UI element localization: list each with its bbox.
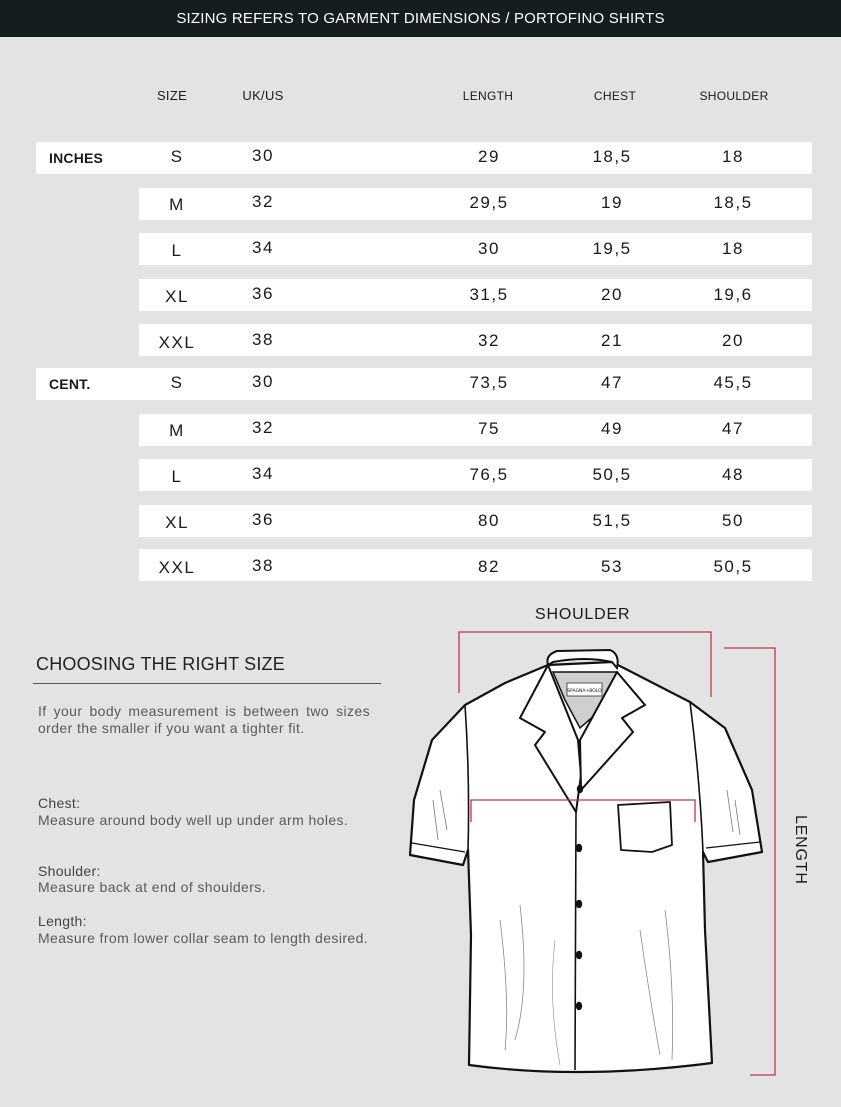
guide-intro: If your body measurement is between two sizes order the smaller if you want a tighter fit. [38,703,370,736]
column-header-length: LENGTH [462,89,514,103]
cell-size: XXL [158,333,196,352]
cell-size: XXL [158,558,196,577]
cell-length: 73,5 [469,373,509,392]
chest-instructions: Measure around body well up under arm holes. [38,812,349,828]
cell-length: 80 [478,511,500,530]
cell-ukus: 32 [252,418,274,437]
cell-size: M [169,421,185,440]
cell-length: 31,5 [469,285,509,304]
length-label: Length: [38,913,87,929]
cell-chest: 47 [601,373,623,392]
cell-chest: 20 [601,285,623,304]
cell-chest: 18,5 [592,147,632,166]
cell-length: 76,5 [469,465,509,484]
cell-size: L [171,241,183,260]
column-header-shoulder: SHOULDER [699,89,769,103]
cell-ukus: 30 [252,372,274,391]
cell-size: XL [165,513,189,532]
cell-chest: 49 [601,419,623,438]
cell-shoulder: 50 [722,511,744,530]
cell-ukus: 38 [252,556,274,575]
button [576,844,582,852]
cell-ukus: 34 [252,464,274,483]
button [577,785,583,793]
cell-size: XL [165,287,189,306]
cell-shoulder: 19,6 [713,285,753,304]
cell-ukus: 38 [252,330,274,349]
unit-label-centimeters: CENT. [49,376,91,392]
cell-size: S [170,147,184,166]
cell-ukus: 36 [252,284,274,303]
chest-pocket [618,802,672,852]
cell-shoulder: 50,5 [713,557,753,576]
column-header-size: SIZE [156,88,188,103]
shoulder-instructions: Measure back at end of shoulders. [38,879,266,895]
cell-length: 30 [478,239,500,258]
cell-length: 29,5 [469,193,509,212]
length-instructions: Measure from lower collar seam to length desired. [38,930,369,946]
page-title: SIZING REFERS TO GARMENT DIMENSIONS / PORTOFINO SHIRTS [176,10,665,27]
cell-chest: 19 [601,193,623,212]
cell-chest: 21 [601,331,623,350]
guide-title: CHOOSING THE RIGHT SIZE [36,654,285,674]
neck-tag-text: SPAGNA+BOLO [567,689,602,694]
cell-length: 29 [478,147,500,166]
cell-ukus: 34 [252,238,274,257]
cell-ukus: 32 [252,192,274,211]
cell-ukus: 36 [252,510,274,529]
diagram-length-label: LENGTH [792,815,809,885]
cell-shoulder: 20 [722,331,744,350]
cell-shoulder: 18,5 [713,193,753,212]
cell-shoulder: 18 [722,239,744,258]
cell-length: 32 [478,331,500,350]
cell-shoulder: 47 [722,419,744,438]
chest-label: Chest: [38,795,81,811]
cell-chest: 51,5 [592,511,632,530]
cell-shoulder: 45,5 [713,373,753,392]
button [576,951,582,959]
cell-size: S [170,373,184,392]
column-header-ukus: UK/US [242,88,284,103]
button [576,1002,582,1010]
diagram-shoulder-label: SHOULDER [535,606,631,623]
cell-length: 75 [478,419,500,438]
placket-line [575,810,576,1070]
cell-shoulder: 48 [722,465,744,484]
column-header-chest: CHEST [593,89,637,103]
cell-ukus: 30 [252,146,274,165]
cell-chest: 19,5 [592,239,632,258]
shoulder-label: Shoulder: [38,863,101,879]
cell-chest: 50,5 [592,465,632,484]
cell-shoulder: 18 [722,147,744,166]
cell-size: M [169,195,185,214]
cell-length: 82 [478,557,500,576]
cell-size: L [171,467,183,486]
length-measure-line [724,648,775,1075]
unit-label-inches: INCHES [49,150,104,166]
button [576,900,582,908]
cell-chest: 53 [601,557,623,576]
